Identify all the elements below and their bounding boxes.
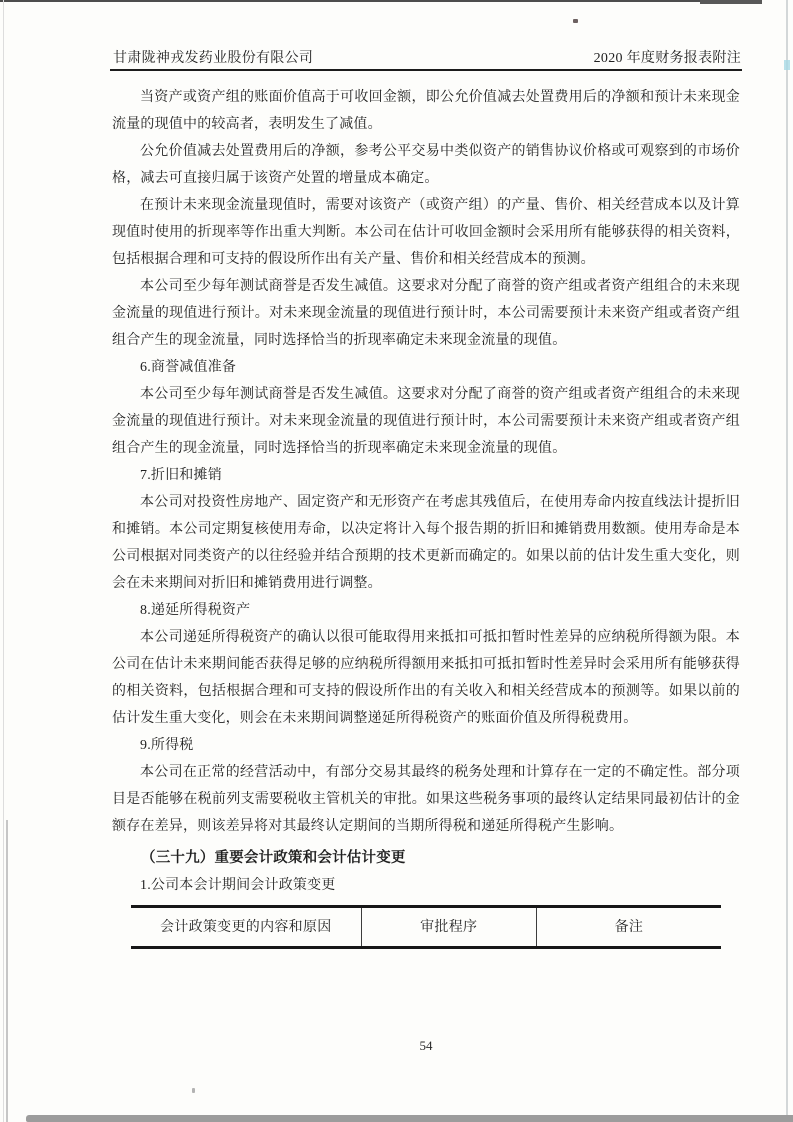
heading-policy-change-current-period: 1.公司本会计期间会计政策变更 [140, 878, 336, 893]
heading-depreciation-amortization: 7.折旧和摊销 [140, 468, 222, 483]
table-header-change-content: 会计政策变更的内容和原因 [159, 919, 332, 935]
scan-artifact-top-edge [0, 0, 762, 2]
scan-artifact-top-edge-dark [700, 0, 762, 4]
page-header [113, 47, 741, 67]
company-name: 甘肃陇神戎发药业股份有限公司 [113, 51, 314, 66]
paragraph-future-cash-flow-judgment: 在预计未来现金流量现值时，需要对该资产（或资产组）的产量、售价、相关经营成本以及计算现值时使用的折现率等作出重大判断。本公司在估计可收回金额时会采用所有能够获得的相关资料，包括根据合理和可支持的假设所作出有关产量、售价和相关经营成本的预测。 [112, 198, 740, 267]
scan-artifact-right-edge [786, 0, 788, 1122]
paragraph-goodwill-test: 本公司至少每年测试商誉是否发生减值。这要求对分配了商誉的资产组或者资产组组合的未来现金流量的现值进行预计。对未来现金流量的现值进行预计时，本公司需要预计未来资产组或者资产组组合产生的现金流量，同时选择恰当的折现率确定未来现金流量的现值。 [112, 279, 740, 348]
page-number: 54 [419, 1038, 433, 1053]
table-header-remarks: 备注 [536, 907, 721, 948]
scan-artifact-speck-bottom [192, 1088, 195, 1093]
paragraph-deferred-tax-assets: 本公司递延所得税资产的确认以很可能取得用来抵扣可抵扣暂时性差异的应纳税所得额为限。本公司在估计未来期间能否获得足够的应纳税所得额用来抵扣可抵扣暂时性差异时会采用所有能够获得的相关资料，包括根据合理和可支持的假设所作出的有关收入和相关经营成本的预测等。如果以前的估计发生重大变化，则会在未来期间调整递延所得税资产的账面价值及所得税费用。 [112, 630, 740, 726]
paragraph-impairment-indicator: 当资产或资产组的账面价值高于可收回金额，即公允价值减去处置费用后的净额和预计未来现金流量的现值中的较高者，表明发生了减值。 [112, 90, 740, 132]
policy-change-table [131, 905, 721, 949]
scan-artifact-bottom-edge [26, 1115, 793, 1122]
heading-goodwill-impairment-reserve: 6.商誉减值准备 [140, 360, 237, 375]
paragraph-goodwill-test-repeat: 本公司至少每年测试商誉是否发生减值。这要求对分配了商誉的资产组或者资产组组合的未来现金流量的现值进行预计。对未来现金流量的现值进行预计时，本公司需要预计未来资产组或者资产组组合产生的现金流量，同时选择恰当的折现率确定未来现金流量的现值。 [112, 387, 740, 456]
heading-39-accounting-policy-and-estimate-changes: （三十九）重要会计政策和会计估计变更 [141, 850, 406, 866]
paragraph-depreciation-amortization: 本公司对投资性房地产、固定资产和无形资产在考虑其残值后，在使用寿命内按直线法计提折旧和摊销。本公司定期复核使用寿命，以决定将计入每个报告期的折旧和摊销费用数额。使用寿命是本公司根据对同类资产的以往经验并结合预期的技术更新而确定的。如果以前的估计发生重大变化，则会在未来期间对折旧和摊销费用进行调整。 [112, 495, 740, 591]
scan-artifact-speck [573, 19, 578, 23]
document-body [112, 84, 740, 949]
scan-artifact-left-edge-dark [6, 820, 8, 1122]
header-rule [110, 69, 742, 71]
heading-deferred-tax-assets: 8.递延所得税资产 [140, 603, 251, 618]
scan-artifact-left-edge [3, 0, 4, 1122]
scan-artifact-right-tick [784, 60, 790, 70]
heading-income-tax: 9.所得税 [140, 738, 194, 753]
paragraph-fair-value-net: 公允价值减去处置费用后的净额，参考公平交易中类似资产的销售协议价格或可观察到的市场价格，减去可直接归属于该资产处置的增量成本确定。 [112, 144, 740, 186]
report-title: 2020 年度财务报表附注 [593, 51, 741, 66]
table-header-row [131, 907, 721, 948]
table-header-approval-procedure: 审批程序 [361, 907, 536, 948]
paragraph-income-tax: 本公司在正常的经营活动中，有部分交易其最终的税务处理和计算存在一定的不确定性。部分项目是否能够在税前列支需要税收主管机关的审批。如果这些税务事项的最终认定结果同最初估计的金额存在差异，则该差异将对其最终认定期间的当期所得税和递延所得税产生影响。 [112, 765, 740, 834]
